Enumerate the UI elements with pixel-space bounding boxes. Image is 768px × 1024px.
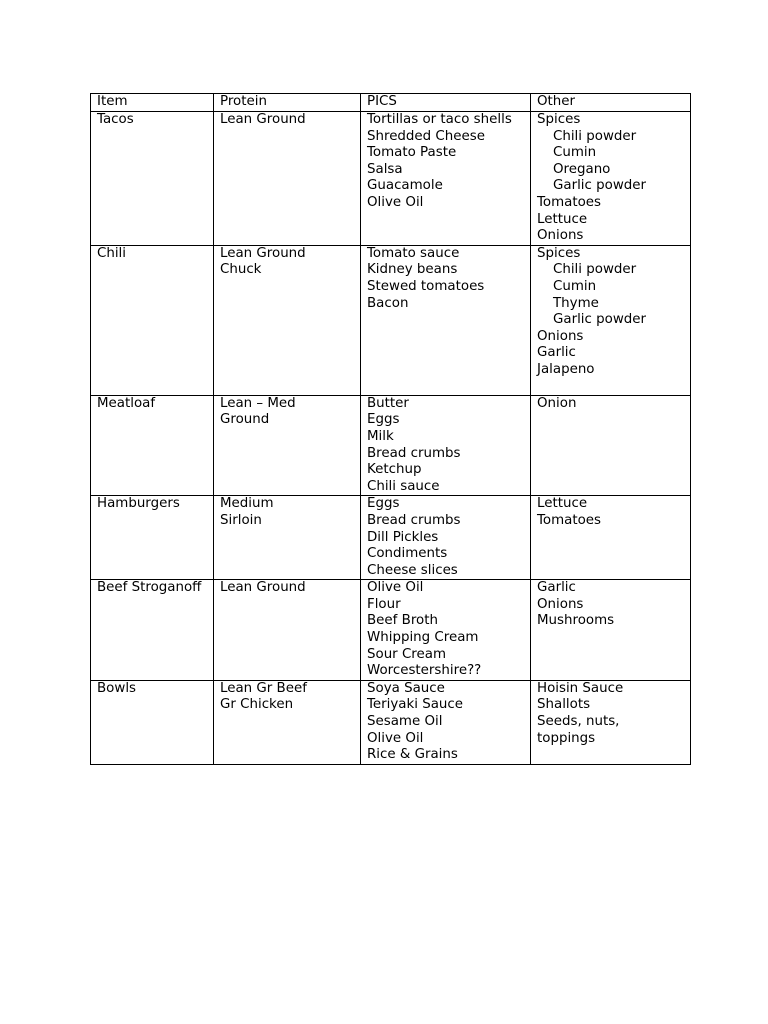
header-other: Other — [531, 94, 691, 112]
other-line-spice: Garlic powder — [553, 178, 647, 194]
pics-line: Kidney beans — [367, 262, 458, 278]
pics-line: Tomato Paste — [367, 145, 457, 161]
item-name: Meatloaf — [97, 395, 156, 411]
cell-item — [91, 680, 214, 764]
protein-line: Lean Ground — [220, 245, 306, 261]
pics-line: Tomato sauce — [367, 245, 460, 261]
pics-line: Ketchup — [367, 462, 422, 478]
item-name: Bowls — [97, 680, 137, 696]
table-row — [91, 580, 691, 681]
protein-line: Sirloin — [220, 512, 262, 528]
pics-line: Salsa — [367, 161, 403, 177]
cell-pics — [361, 496, 531, 580]
other-line: Seeds, nuts, — [537, 714, 620, 730]
other-line-spice: Garlic powder — [553, 312, 647, 328]
pics-line: Rice & Grains — [367, 747, 458, 763]
cell-other — [531, 580, 691, 681]
other-line: Lettuce — [537, 496, 588, 512]
pics-line: Flour — [367, 596, 401, 612]
pics-line: Tortillas or taco shells — [367, 112, 512, 127]
other-line: Onions — [537, 596, 584, 612]
cell-other — [531, 496, 691, 580]
pics-line: Bread crumbs — [367, 445, 461, 461]
other-line-spice: Cumin — [553, 278, 597, 294]
cell-protein — [214, 245, 361, 395]
cell-other — [531, 395, 691, 496]
cell-item — [91, 112, 214, 246]
pics-line: Whipping Cream — [367, 630, 479, 646]
item-name: Tacos — [97, 112, 134, 127]
pics-line: Olive Oil — [367, 580, 424, 596]
pics-line: Olive Oil — [367, 730, 424, 746]
other-line: Garlic — [537, 345, 576, 361]
cell-protein — [214, 580, 361, 681]
table-row — [91, 680, 691, 764]
cell-item — [91, 395, 214, 496]
cell-other — [531, 680, 691, 764]
protein-line: Lean Ground — [220, 580, 306, 596]
other-line: Shallots — [537, 697, 591, 713]
other-line-spice: Oregano — [553, 161, 611, 177]
other-line: Spices — [537, 112, 581, 127]
other-line-spice: Chili powder — [553, 128, 637, 144]
pics-line: Soya Sauce — [367, 680, 445, 696]
other-line-spice: Cumin — [553, 145, 597, 161]
other-line: Tomatoes — [537, 512, 602, 528]
pics-line: Worcestershire?? — [367, 663, 482, 679]
pics-line: Teriyaki Sauce — [367, 697, 464, 713]
pics-line: Eggs — [367, 496, 400, 512]
other-line: toppings — [537, 730, 596, 746]
item-name: Hamburgers — [97, 496, 180, 512]
cell-other — [531, 112, 691, 246]
pics-line: Sour Cream — [367, 646, 446, 662]
pics-line: Beef Broth — [367, 613, 438, 629]
pics-line: Bacon — [367, 295, 409, 311]
cell-protein — [214, 395, 361, 496]
pics-line: Bread crumbs — [367, 512, 461, 528]
other-line: Jalapeno — [537, 361, 595, 377]
pics-line: Milk — [367, 428, 394, 444]
cell-pics — [361, 395, 531, 496]
protein-line: Ground — [220, 412, 270, 428]
pics-line: Cheese slices — [367, 562, 458, 578]
other-line-spice: Thyme — [553, 295, 599, 311]
other-line: Hoisin Sauce — [537, 680, 624, 696]
table-row — [91, 245, 691, 395]
cell-pics — [361, 112, 531, 246]
cell-other — [531, 245, 691, 395]
pics-line: Eggs — [367, 412, 400, 428]
other-line-spice: Chili powder — [553, 262, 637, 278]
other-line: Tomatoes — [537, 194, 602, 210]
table-row — [91, 112, 691, 246]
table-row — [91, 496, 691, 580]
item-name: Beef Stroganoff — [97, 580, 202, 596]
other-line: Onion — [537, 395, 577, 411]
cell-protein — [214, 112, 361, 246]
protein-line: Lean Ground — [220, 112, 306, 127]
table-row — [91, 395, 691, 496]
protein-line: Gr Chicken — [220, 697, 294, 713]
cell-item — [91, 580, 214, 681]
recipe-table — [90, 93, 691, 765]
other-line: Onions — [537, 328, 584, 344]
protein-line: Medium — [220, 496, 274, 512]
other-line: Lettuce — [537, 211, 588, 227]
pics-line: Olive Oil — [367, 194, 424, 210]
cell-pics — [361, 680, 531, 764]
other-line: Mushrooms — [537, 613, 615, 629]
cell-item — [91, 245, 214, 395]
pics-line: Chili sauce — [367, 478, 440, 494]
pics-line: Stewed tomatoes — [367, 278, 485, 294]
table-header-row — [91, 94, 691, 112]
pics-line: Dill Pickles — [367, 529, 439, 545]
cell-item — [91, 496, 214, 580]
header-item: Item — [91, 94, 214, 112]
pics-line: Butter — [367, 395, 409, 411]
cell-protein — [214, 496, 361, 580]
pics-line: Sesame Oil — [367, 714, 443, 730]
other-line: Garlic — [537, 580, 576, 596]
protein-line: Lean – Med — [220, 395, 296, 411]
cell-protein — [214, 680, 361, 764]
other-line: Onions — [537, 228, 584, 244]
header-protein: Protein — [214, 94, 361, 112]
other-line: Spices — [537, 245, 581, 261]
cell-pics — [361, 245, 531, 395]
pics-line: Condiments — [367, 546, 448, 562]
protein-line: Lean Gr Beef — [220, 680, 307, 696]
pics-line: Shredded Cheese — [367, 128, 485, 144]
protein-line: Chuck — [220, 262, 262, 278]
item-name: Chili — [97, 245, 126, 261]
header-pics: PICS — [361, 94, 531, 112]
cell-pics — [361, 580, 531, 681]
pics-line: Guacamole — [367, 178, 443, 194]
